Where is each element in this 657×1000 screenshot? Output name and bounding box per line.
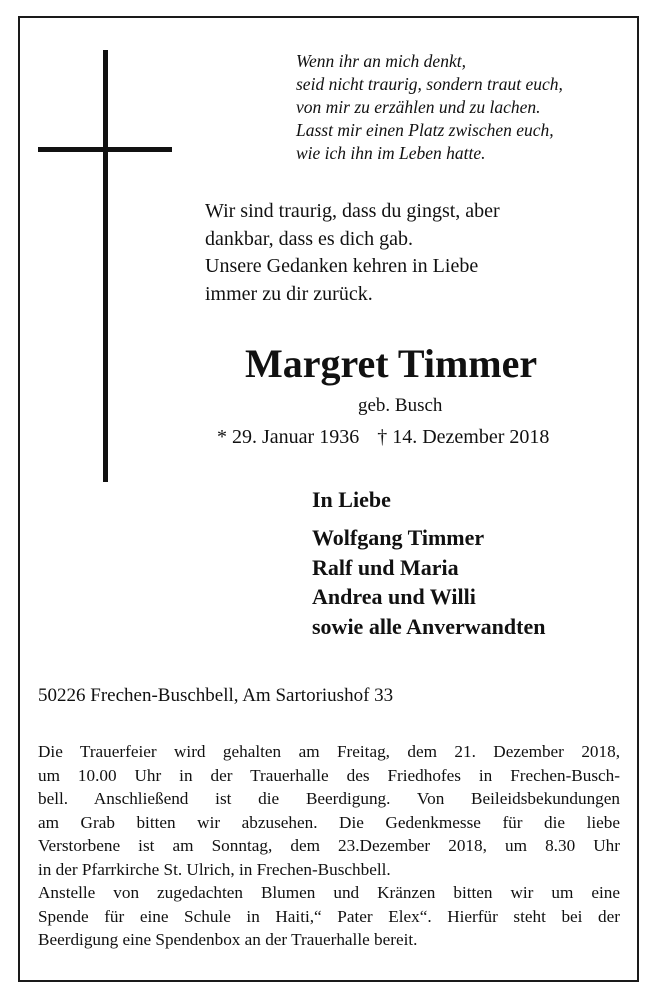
mourner-name: Ralf und Maria [312,554,459,580]
maiden-name: geb. Busch [358,395,443,416]
mourners [312,485,545,641]
mourner-name: Andrea und Willi [312,584,476,609]
verse-line: Wir sind traurig, dass du gingst, aber [205,200,500,222]
poem-line: seid nicht traurig, sondern traut euch, [296,74,563,94]
info-line: Spende für eine Schule in Haiti,“ Pater Elex“. Hierfür steht bei der [38,906,620,926]
info-line: Die Trauerfeier wird gehalten am Freitag, dem 21. Dezember 2018, [38,742,620,761]
address: 50226 Frechen-Buschbell, Am Sartoriushof 33 [38,685,394,706]
poem-line: wie ich ihn im Leben hatte. [296,143,486,163]
info-line: Verstorbene ist am Sonntag, dem 23.Dezember 2018, um 8.30 Uhr [38,836,620,855]
funeral-info [38,740,620,952]
deceased-name: Margret Timmer [245,341,538,386]
cross-vertical-bar [103,50,108,482]
info-line: bell. Anschließend ist die Beerdigung. Von Beileidsbekundungen [38,789,620,808]
mourners-intro: In Liebe [312,487,391,512]
mourner-name: sowie alle Anverwandten [312,613,546,639]
info-line: Beerdigung eine Spendenbox an der Trauerhalle bereit. [38,930,418,949]
verse [205,198,500,308]
birth-date: * 29. Januar 1936 [217,426,360,448]
poem-line: von mir zu erzählen und zu lachen. [296,97,541,117]
poem [296,50,563,165]
poem-line: Wenn ihr an mich denkt, [296,51,466,71]
mourner-name: Wolfgang Timmer [312,525,485,550]
info-line: Anstelle von zugedachten Blumen und Kränzen bitten wir um eine [38,883,620,902]
info-line: am Grab bitten wir abzusehen. Die Gedenkmesse für die liebe [38,812,620,832]
death-date: † 14. Dezember 2018 [377,426,550,448]
verse-line: dankbar, dass es dich gab. [205,227,414,250]
poem-line: Lasst mir einen Platz zwischen euch, [296,120,554,140]
info-line: in der Pfarrkirche St. Ulrich, in Frechen-Buschbell. [38,859,391,879]
verse-line: immer zu dir zurück. [205,282,373,305]
info-line: um 10.00 Uhr in der Trauerhalle des Friedhofes in Frechen-Busch- [38,765,620,785]
verse-line: Unsere Gedanken kehren in Liebe [205,255,479,277]
life-dates [217,426,549,449]
cross-horizontal-bar [38,147,172,152]
